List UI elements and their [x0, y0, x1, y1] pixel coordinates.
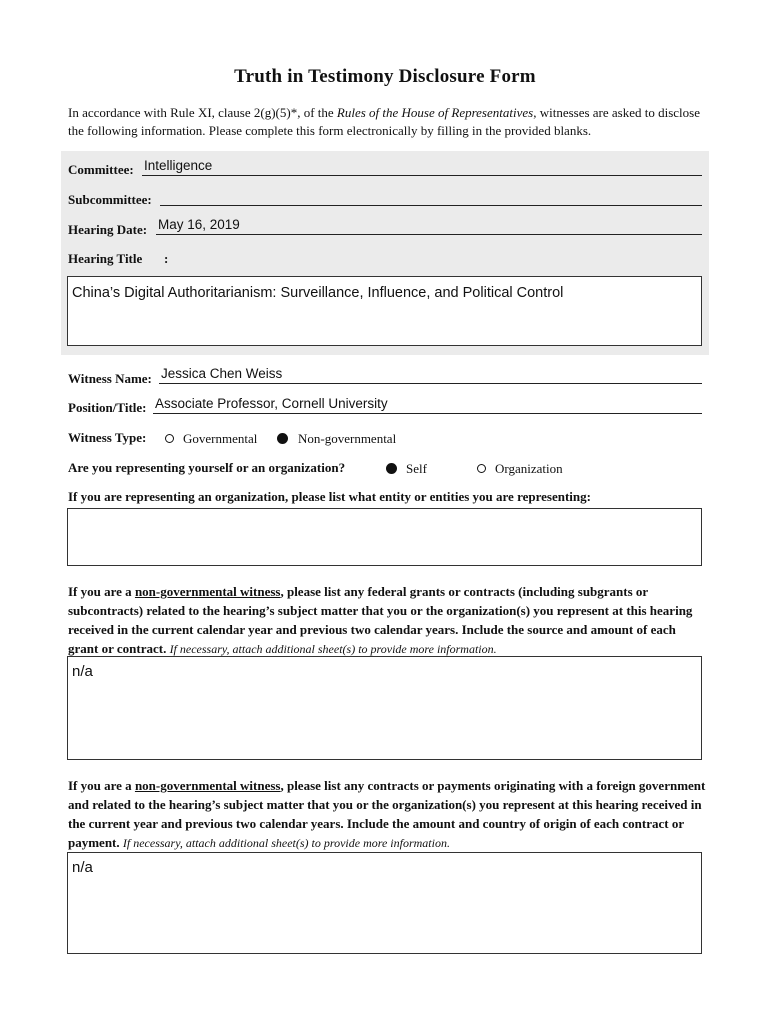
form-title: Truth in Testimony Disclosure Form [234, 66, 536, 87]
representing-self-option[interactable] [386, 460, 427, 478]
position-title-field[interactable] [153, 395, 702, 414]
grants-q-pre: If you are a [68, 584, 135, 599]
foreign-value: n/a [72, 859, 93, 876]
radio-filled-icon[interactable] [277, 433, 288, 444]
foreign-q-italic: If necessary, attach additional sheet(s) to provide more information. [122, 836, 450, 850]
hearing-date-label: Hearing Date: [68, 222, 148, 237]
subcommittee-field[interactable] [160, 187, 702, 206]
committee-field[interactable] [142, 157, 702, 176]
hearing-title-label: Hearing Title [68, 251, 143, 266]
foreign-q-underline: non-governmental witness [134, 778, 281, 793]
grants-question [68, 582, 708, 659]
witness-type-governmental-option[interactable] [165, 430, 257, 448]
hearing-date-field[interactable] [156, 216, 702, 235]
intro-text [68, 104, 708, 140]
position-title-value: Associate Professor, Cornell University [155, 396, 388, 411]
hearing-date-value: May 16, 2019 [158, 217, 240, 232]
foreign-q-pre: If you are a [68, 778, 135, 793]
grants-q-underline: non-governmental witness [134, 584, 281, 599]
hearing-title-colon: : [164, 251, 169, 266]
representing-organization-option[interactable] [477, 460, 563, 478]
organization-label: Organization [495, 461, 563, 476]
position-title-label: Position/Title: [68, 400, 147, 415]
grants-q-post: , please list any federal grants or contracts (including subgrants or subcontracts) related to the hearing’s subject matter that you or the organization(s) you represent at this hearing received in the current calendar year and previous two calendar years. Include the source and amount of each grant or contract. [68, 584, 693, 656]
witness-type-label: Witness Type: [68, 430, 147, 445]
organization-value [68, 509, 701, 523]
intro-pre: In accordance with Rule XI, clause 2(g)(5)*, of the [68, 105, 337, 120]
committee-value: Intelligence [144, 158, 213, 173]
non-governmental-label: Non-governmental [298, 431, 397, 446]
self-label: Self [406, 461, 427, 476]
radio-empty-icon[interactable] [477, 464, 486, 473]
intro-post: , witnesses are asked to disclose the following information. Please complete this form electronically by filling in the provided blanks. [68, 105, 700, 138]
organization-question: If you are representing an organization, please list what entity or entities you are representing: [68, 489, 591, 504]
organization-field[interactable] [67, 508, 702, 566]
subcommittee-label: Subcommittee: [68, 192, 152, 207]
grants-field[interactable] [67, 656, 702, 760]
witness-type-nongovernmental-option[interactable] [277, 430, 396, 448]
hearing-title-value: China’s Digital Authoritarianism: Surveillance, Influence, and Political Control [72, 285, 564, 301]
foreign-field[interactable] [67, 852, 702, 954]
hearing-title-field[interactable] [67, 276, 702, 346]
foreign-question [68, 776, 708, 853]
witness-name-label: Witness Name: [68, 371, 152, 386]
radio-filled-icon[interactable] [386, 463, 397, 474]
grants-value: n/a [72, 663, 93, 680]
radio-empty-icon[interactable] [165, 434, 174, 443]
representing-label: Are you representing yourself or an organization? [68, 460, 346, 475]
witness-name-value: Jessica Chen Weiss [161, 366, 283, 381]
governmental-label: Governmental [183, 431, 258, 446]
grants-q-italic: If necessary, attach additional sheet(s) to provide more information. [169, 642, 497, 656]
witness-name-field[interactable] [159, 365, 702, 384]
foreign-q-post: , please list any contracts or payments originating with a foreign government and related to the hearing’s subject matter that you or the organization(s) you represent at this hearing received in the current year and previous two calendar years. Include the amount and country of origin of each contract or payment. [68, 778, 706, 850]
committee-label: Committee: [68, 162, 134, 177]
intro-rules-italic: Rules of the House of Representatives [336, 105, 534, 120]
